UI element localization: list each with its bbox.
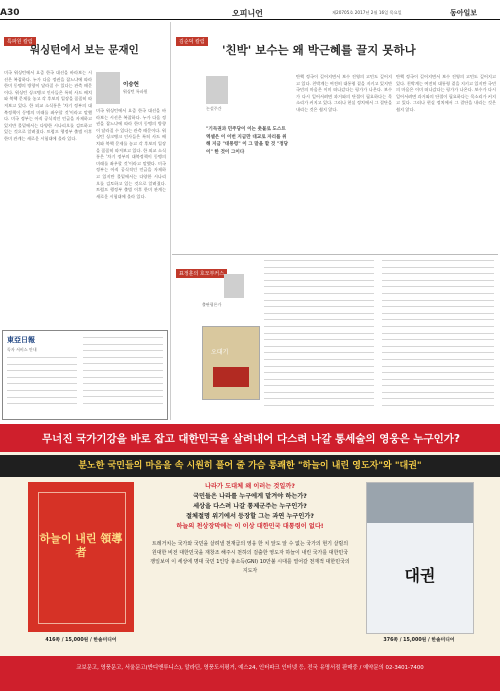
headline: 워싱턴에서 보는 문재인 [30,44,139,56]
ad-line-4: 절체절명 위기에서 등장할 그는 과연 누구인가? [186,513,314,520]
article-body-cont: 미국 워싱턴에서 요즘 한국 대선을 바라보는 시선은 복잡하다. 누가 다음 정권을 잡느냐에 따라 한미 동맹의 방향이 달라질 수 있다는 관측 때문이다. 워싱턴 싱크탱크 인사들은 특히 사드 배치와 북핵 문제를 놓고 각 후보의 입장을 꼼꼼히 따져보고 있다. 한 외교 소식통은 '차기 정부의 대북정책이 동맹의 미래를 좌우할 것'이라고 말했다. 미국 정부는 아직 공식적인 언급을 자제하고 있지만 물밑에서는 다양한 시나리오를 검토하고 있는 것으로 알려졌다. 트럼프 행정부 출범 이후 한미 관계는 새로운 시험대에 올라 있다. [96,108,166,199]
column-books [172,256,498,420]
page-number: A30 [0,8,20,18]
ad-footer [0,656,500,691]
ad-footer-text: 교보문고, 영풍문고, 서울문고(반디앤루니스), 알라딘, 영풍도서평거, 예스24, 인터파크 인터넷 등, 전국 유명서점 판매중 / 예약문의 02-3401-7400 [76,665,424,671]
article-body: 미국 워싱턴에서 요즘 한국 대선을 바라보는 시선은 복잡하다. 누가 다음 정권을 잡느냐에 따라 한미 동맹의 방향이 달라질 수 있다는 관측 때문이다. 워싱턴 싱크탱크 인사들은 특히 사드 배치와 북핵 문제를 놓고 각 후보의 입장을 꼼꼼히 따져보고 있다. 한 외교 소식통은 '차기 정부의 대북정책이 동맹의 미래를 좌우할 것'이라고 말했다. 미국 정부는 아직 공식적인 언급을 자제하고 있지만 물밑에서는 다양한 시나리오를 검토하고 있는 것으로 알려졌다. 트럼프 행정부 출범 이후 한미 관계는 새로운 시험대에 올라 있다. [4,70,92,141]
headline: '친박' 보수는 왜 박근혜를 끌지 못하나 [222,43,416,57]
ad-line-5: 하늘의 천상장막에는 이 이상 대한민국 대통령이 없다! [176,523,324,530]
author-name: 이승헌 [123,82,139,88]
issue-date: 제20705호 2017년 2월 16일 목요일 [332,10,402,15]
book-cover-1[interactable] [28,482,134,632]
author-photo [224,274,244,298]
ad-subtitle: 분노한 국민들의 마음을 속 시원히 풀어 줄 가슴 통쾌한 "하늘이 내린 영도자"와 "대권" [0,455,500,477]
brand-logo: 東亞日報 [7,336,35,344]
author-photo [96,72,120,104]
column-tag: 특파원 칼럼 [4,37,36,46]
pull-quote: "기득권과 민주당이 이는 촛불로 도스트엑셀은 이 이번 지금만 대교로 자리를 위해 지금 "대통령" 이 그 말을 할 것 "정당이" 한 것이 그이다 [206,127,289,155]
subscriber-label: 독자 서비스 안내 [7,347,37,352]
column-tag: 표정훈의 호모부커스 [176,269,227,278]
newspaper-name: 동아일보 [450,9,478,17]
author-role: 워싱턴 특파원 [123,89,148,94]
ad-line-3: 세상을 다스려 나갈 통제군주는 누구인가? [193,503,307,510]
book-cover-2[interactable] [366,482,474,634]
section-title: 오피니언 [232,9,263,18]
ad-banner-text: 무너진 국가기강을 바로 잡고 대한민국을 살려내어 다스려 나갈 통세술의 영웅은 누구인가? [42,433,460,445]
book-caption-1: 416쪽 / 15,000원 / 한솔미디어 [45,638,117,643]
ad-banner [0,424,500,452]
ad-center-copy [150,482,350,576]
ad-line-2: 국민들은 나라를 누구에게 맡겨야 하는가? [193,493,307,500]
author-role: 출판평론가 [202,302,222,307]
column-tag: 김순덕 칼럼 [176,37,208,46]
subscriber-box [2,330,168,420]
book-title-1: 하늘이 내린 領導者 [39,532,123,559]
image-caption-word: 오대기 [211,349,229,356]
ad-line-1: 나라가 도대체 왜 이러는 것일까? [205,483,295,490]
article-body: 탄핵 정국이 길어지면서 보수 진영의 고민도 깊어지고 있다. 친박계는 여전히 대통령 곁을 지키고 있지만 국민의 마음은 이미 떠나갔다는 평가가 나온다. 보수가 다시 일어서려면 과거와의 단절이 필요하다는 목소리가 커지고 있다. 그러나 현실 정치에서 그 결단을 내리는 것은 쉽지 않다. [296,74,392,112]
author-role: 논설주간 [206,106,222,111]
book-title-2: 대권 [404,566,436,585]
book-advertisement[interactable] [0,424,500,691]
book-caption-2: 376쪽 / 15,000원 / 한솔미디어 [383,638,455,643]
column-editorial [172,22,498,252]
article-image [202,326,260,400]
article-body-cont: 탄핵 정국이 길어지면서 보수 진영의 고민도 깊어지고 있다. 친박계는 여전히 대통령 곁을 지키고 있지만 국민의 마음은 이미 떠나갔다는 평가가 나온다. 보수가 다시 일어서려면 과거와의 단절이 필요하다는 목소리가 커지고 있다. 그러나 현실 정치에서 그 결단을 내리는 것은 쉽지 않다. [396,74,496,112]
ad-small-copy: 트레거치는 국가와 국민을 살려낼 천재급의 영웅 한 치 앞도 알 수 없는 국가의 현기 살릴의 원대한 비전 대한민국을 재창조 해주시 천하의 걸출한 영도자 하늘이 내린 국가를 대한민국 쟁일보여 이 세상에 명대 국민 1인당 총소득(GNI) 10만불 시대를 열어갈 천재적 대한민국의 지도자 [150,541,350,574]
author-photo [206,76,228,104]
